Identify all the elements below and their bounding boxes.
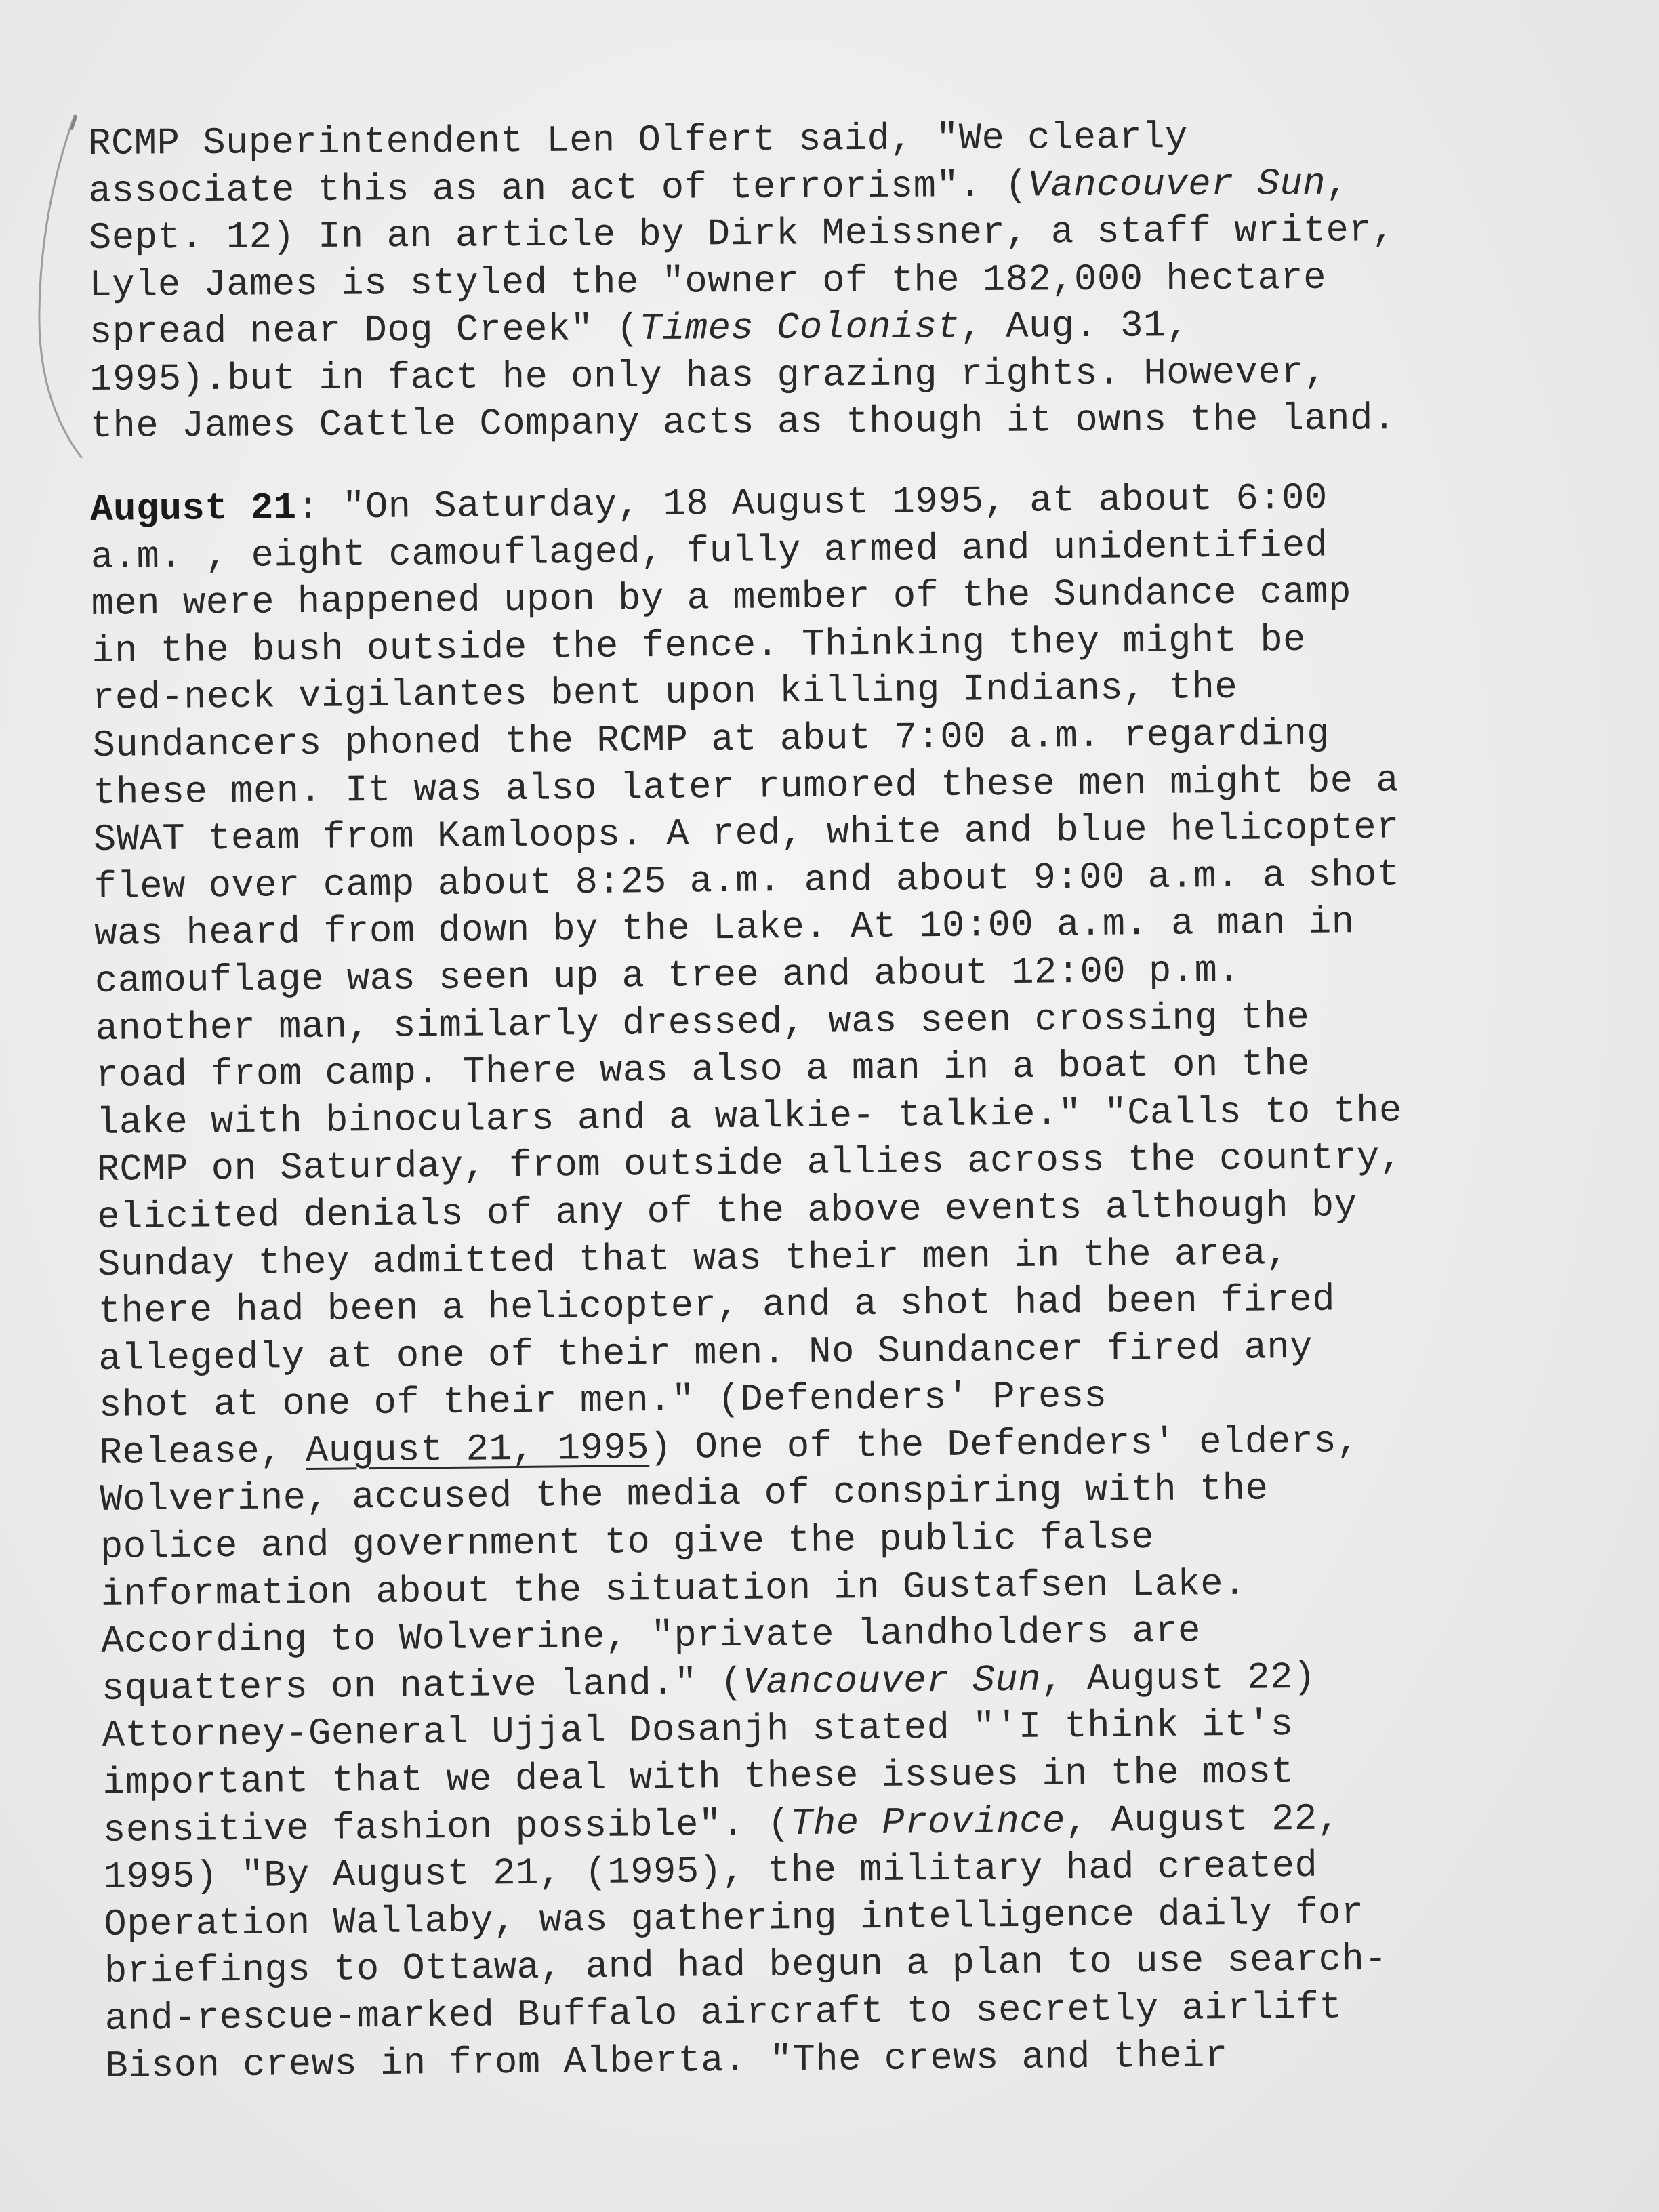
- text-line: [89, 207, 1395, 262]
- text-segment: sensitive fashion possible". (: [102, 1802, 791, 1852]
- text-segment: briefings to Ottawa, and had begun a plan to use search-: [104, 1938, 1388, 1994]
- paragraph-rcmp-statement: [88, 112, 1396, 450]
- text-segment: and-rescue-marked Buffalo aircraft to secretly airlift: [104, 1986, 1343, 2041]
- text-segment: police and government to give the public false: [100, 1516, 1155, 1569]
- text-segment: shot at one of their men." (Defenders' Press: [98, 1374, 1107, 1428]
- text-segment: 1995).but in fact he only has grazing rights. However,: [89, 350, 1327, 401]
- text-segment: Sunday they admitted that was their men in the area,: [97, 1231, 1290, 1286]
- text-segment: Operation Wallaby, was gathering intelligence daily for: [104, 1891, 1364, 1946]
- text-segment: , August 22): [1040, 1656, 1316, 1702]
- text-segment: camouflage was seen up a tree and about 12:00 p.m.: [94, 949, 1241, 1003]
- text-segment: 1995) "By August 21, (1995), the military had created: [103, 1844, 1318, 1900]
- text-segment: red-neck vigilantes bent upon killing Indians, the: [91, 666, 1238, 720]
- text-segment: associate this as an act of terrorism". (: [88, 164, 1028, 213]
- text-segment: RCMP Superintendent Len Olfert said, "We clearly: [88, 116, 1189, 165]
- text-line: [88, 112, 1394, 167]
- pencil-bracket-icon: [27, 108, 88, 461]
- citation-title: Vancouver Sun: [743, 1658, 1042, 1704]
- text-segment: allegedly at one of their men. No Sundancer fired any: [98, 1326, 1313, 1380]
- text-segment: RCMP on Saturday, from outside allies across the country,: [96, 1136, 1403, 1192]
- text-segment: squatters on native land." (: [101, 1661, 743, 1711]
- text-segment: Wolverine, accused the media of conspiring with the: [100, 1467, 1269, 1522]
- text-segment: a.m. , eight camouflaged, fully armed and unidentified: [90, 524, 1328, 579]
- text-segment: was heard from down by the Lake. At 10:00 a.m. a man in: [94, 901, 1355, 956]
- text-line: [88, 160, 1394, 215]
- text-segment: men were happened upon by a member of the Sundance camp: [91, 571, 1352, 626]
- paragraph-august-21: [90, 474, 1412, 2091]
- date-heading: August 21: [90, 487, 297, 531]
- text-segment: , August 22,: [1065, 1797, 1340, 1843]
- text-segment: flew over camp about 8:25 a.m. and about 9:00 a.m. a shot: [94, 853, 1400, 909]
- text-segment: spread near Dog Creek" (: [89, 308, 640, 354]
- text-segment: another man, similarly dressed, was seen crossing the: [95, 996, 1310, 1050]
- text-segment: lake with binoculars and a walkie- talkie." "Calls to the: [96, 1089, 1403, 1145]
- text-segment: ,: [1325, 162, 1349, 205]
- underlined-date: August 21, 1995: [305, 1427, 650, 1473]
- text-segment: important that we deal with these issues in the most: [102, 1750, 1294, 1805]
- text-segment: : "On Saturday, 18 August 1995, at about 6:00: [296, 476, 1328, 530]
- text-segment: SWAT team from Kamloops. A red, white and blue helicopter: [93, 806, 1400, 862]
- text-segment: Bison crews in from Alberta. "The crews and their: [105, 2034, 1229, 2088]
- text-segment: Sundancers phoned the RCMP at abut 7:00 a.m. regarding: [92, 712, 1330, 767]
- text-segment: road from camp. There was also a man in a boat on the: [96, 1042, 1311, 1098]
- text-segment: Sept. 12) In an article by Dirk Meissner, a staff writer,: [88, 209, 1395, 260]
- text-segment: , Aug. 31,: [960, 304, 1189, 349]
- text-segment: Release,: [99, 1429, 306, 1475]
- text-segment: information about the situation in Gustafsen Lake.: [100, 1562, 1247, 1616]
- text-segment: According to Wolverine, "private landholders are: [101, 1610, 1202, 1664]
- text-segment: Attorney-General Ujjal Dosanjh stated "'I think it's: [102, 1703, 1294, 1758]
- text-line: [90, 395, 1396, 450]
- text-segment: there had been a helicopter, and a shot had been fired: [98, 1278, 1336, 1334]
- text-line: [89, 254, 1395, 309]
- text-segment: the James Cattle Company acts as though it owns the land.: [89, 397, 1396, 448]
- text-segment: in the bush outside the fence. Thinking they might be: [91, 618, 1307, 673]
- text-line: [89, 301, 1395, 356]
- text-segment: elicited denials of any of the above events although by: [97, 1184, 1357, 1239]
- citation-title: Times Colonist: [639, 306, 960, 351]
- text-segment: Lyle James is styled the "owner of the 182,000 hectare: [89, 256, 1327, 307]
- text-segment: these men. It was also later rumored these men might be a: [93, 759, 1399, 815]
- text-line: [89, 348, 1395, 403]
- citation-title: Vancouver Sun: [1027, 162, 1326, 207]
- text-segment: ) One of the Defenders' elders,: [649, 1419, 1360, 1470]
- citation-title: The Province: [790, 1799, 1066, 1845]
